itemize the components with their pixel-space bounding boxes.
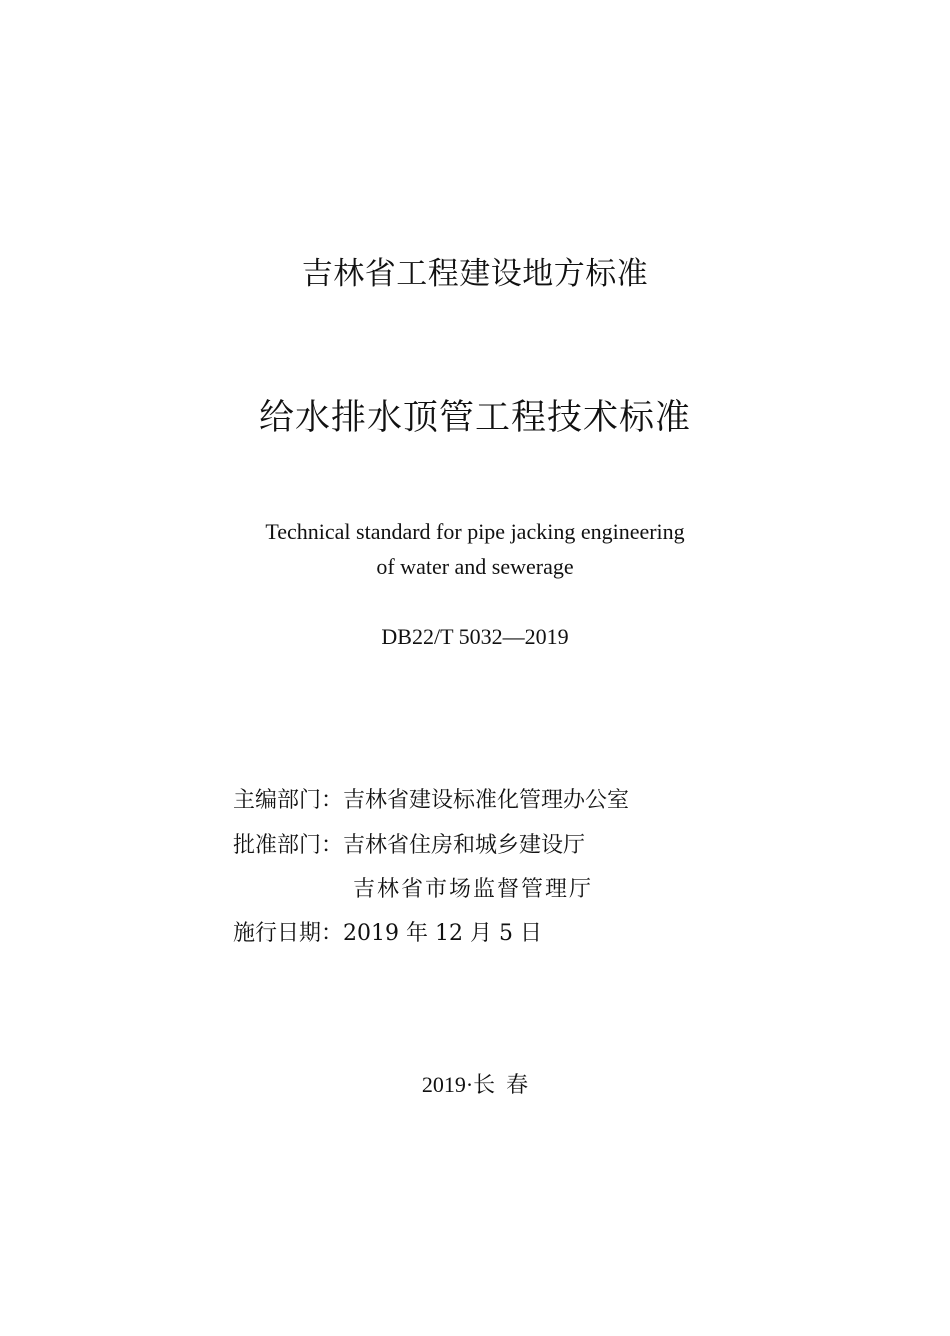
english-title-line-1: Technical standard for pipe jacking engineering <box>265 519 685 544</box>
approver-value-2: 吉林省市场监督管理厅 <box>353 877 594 902</box>
effective-date-label: 施行日期： <box>233 921 344 946</box>
approver-label: 批准部门： <box>233 833 344 858</box>
editor-value: 吉林省建设标准化管理办公室 <box>343 788 630 813</box>
standard-code: DB22/T 5032—2019 <box>381 624 569 649</box>
approver-row-2 <box>353 872 593 903</box>
footer-place-year: 2019·长 春 <box>421 1072 529 1097</box>
approver-row <box>233 828 585 859</box>
editor-row <box>233 783 629 814</box>
english-title-line-2: of water and sewerage <box>376 554 574 579</box>
effective-date-row <box>233 916 542 947</box>
series-title: 吉林省工程建设地方标准 <box>301 256 649 292</box>
main-title: 给水排水顶管工程技术标准 <box>258 398 691 438</box>
approver-value-1: 吉林省住房和城乡建设厅 <box>343 833 586 858</box>
editor-label: 主编部门： <box>233 788 344 813</box>
effective-date-value: 2019 年 12 月 5 日 <box>343 921 542 946</box>
